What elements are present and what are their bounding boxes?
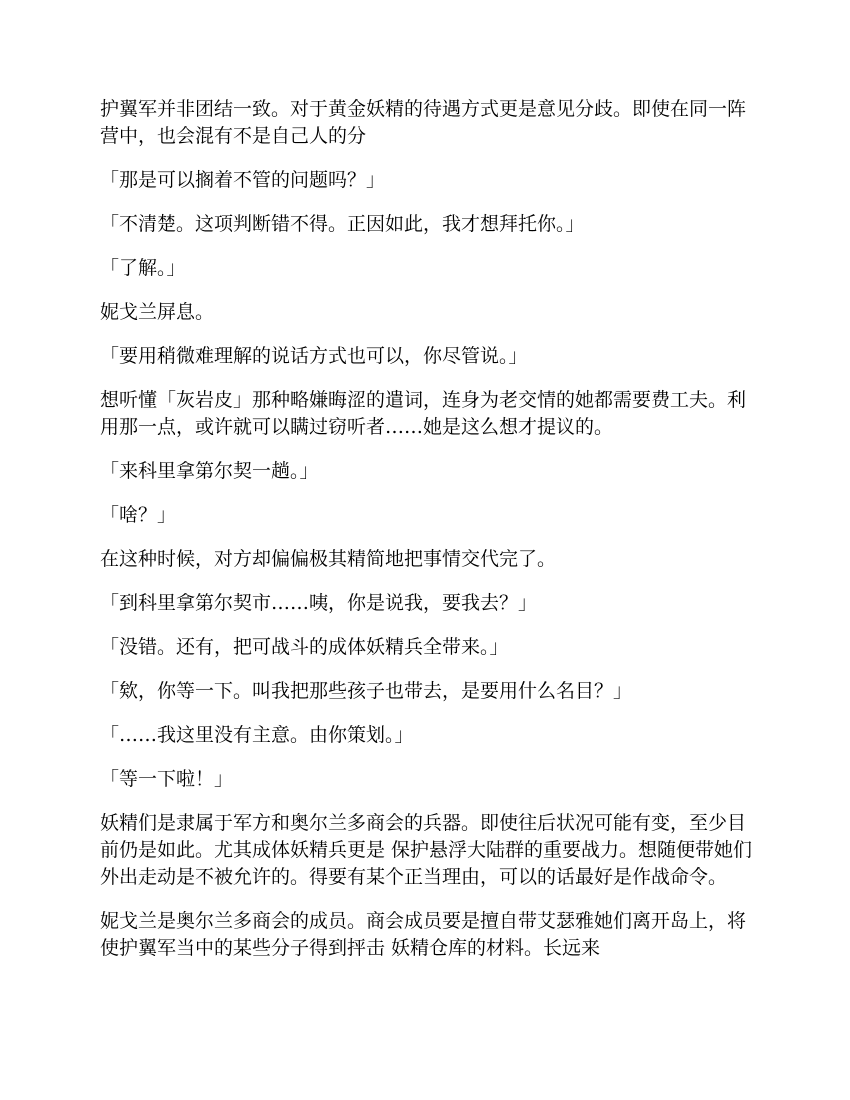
paragraph: 妮戈兰屏息。 bbox=[100, 301, 215, 323]
dialogue-line: 「不清楚。这项判断错不得。正因如此，我才想拜托你。」 bbox=[100, 213, 585, 235]
document-page bbox=[100, 96, 755, 979]
dialogue-line: 「要用稍微难理解的说话方式也可以，你尽管说。」 bbox=[100, 345, 528, 367]
paragraph: 想听懂「灰岩皮」那种略嫌晦涩的遣词，连身为老交情的她都需要费工夫。利用那一点，或许就可以瞒过窃听者……她是这么想才提议的。 bbox=[100, 389, 747, 438]
dialogue-line: 「来科里拿第尔契一趟。」 bbox=[100, 460, 319, 482]
paragraph: 在这种时候，对方却偏偏极其精简地把事情交代完了。 bbox=[100, 548, 557, 570]
dialogue-line: 「没错。还有，把可战斗的成体妖精兵全带来。」 bbox=[100, 636, 509, 658]
paragraph: 护翼军并非团结一致。对于黄金妖精的待遇方式更是意见分歧。即使在同一阵营中，也会混有不是自己人的分 bbox=[100, 98, 747, 147]
dialogue-line: 「那是可以搁着不管的问题吗？」 bbox=[100, 169, 386, 191]
paragraph: 妮戈兰是奥尔兰多商会的成员。商会成员要是擅自带艾瑟雅她们离开岛上，将使护翼军当中的某些分子得到抨击 妖精仓库的材料。长远来 bbox=[100, 910, 747, 959]
dialogue-line: 「欸，你等一下。叫我把那些孩子也带去，是要用什么名目？」 bbox=[100, 680, 633, 702]
dialogue-line: 「到科里拿第尔契市……咦，你是说我，要我去？」 bbox=[100, 592, 538, 614]
dialogue-line: 「啥？」 bbox=[100, 504, 177, 526]
dialogue-line: 「等一下啦！」 bbox=[100, 768, 234, 790]
paragraph: 妖精们是隶属于军方和奥尔兰多商会的兵器。即使往后状况可能有变，至少目前仍是如此。尤其成体妖精兵更是 保护悬浮大陆群的重要战力。想随便带她们外出走动是不被允许的。得要有某个正当理由，可以的话最好是作战命令。 bbox=[100, 812, 753, 888]
dialogue-line: 「了解。」 bbox=[100, 257, 186, 279]
dialogue-line: 「……我这里没有主意。由你策划。」 bbox=[100, 724, 414, 746]
